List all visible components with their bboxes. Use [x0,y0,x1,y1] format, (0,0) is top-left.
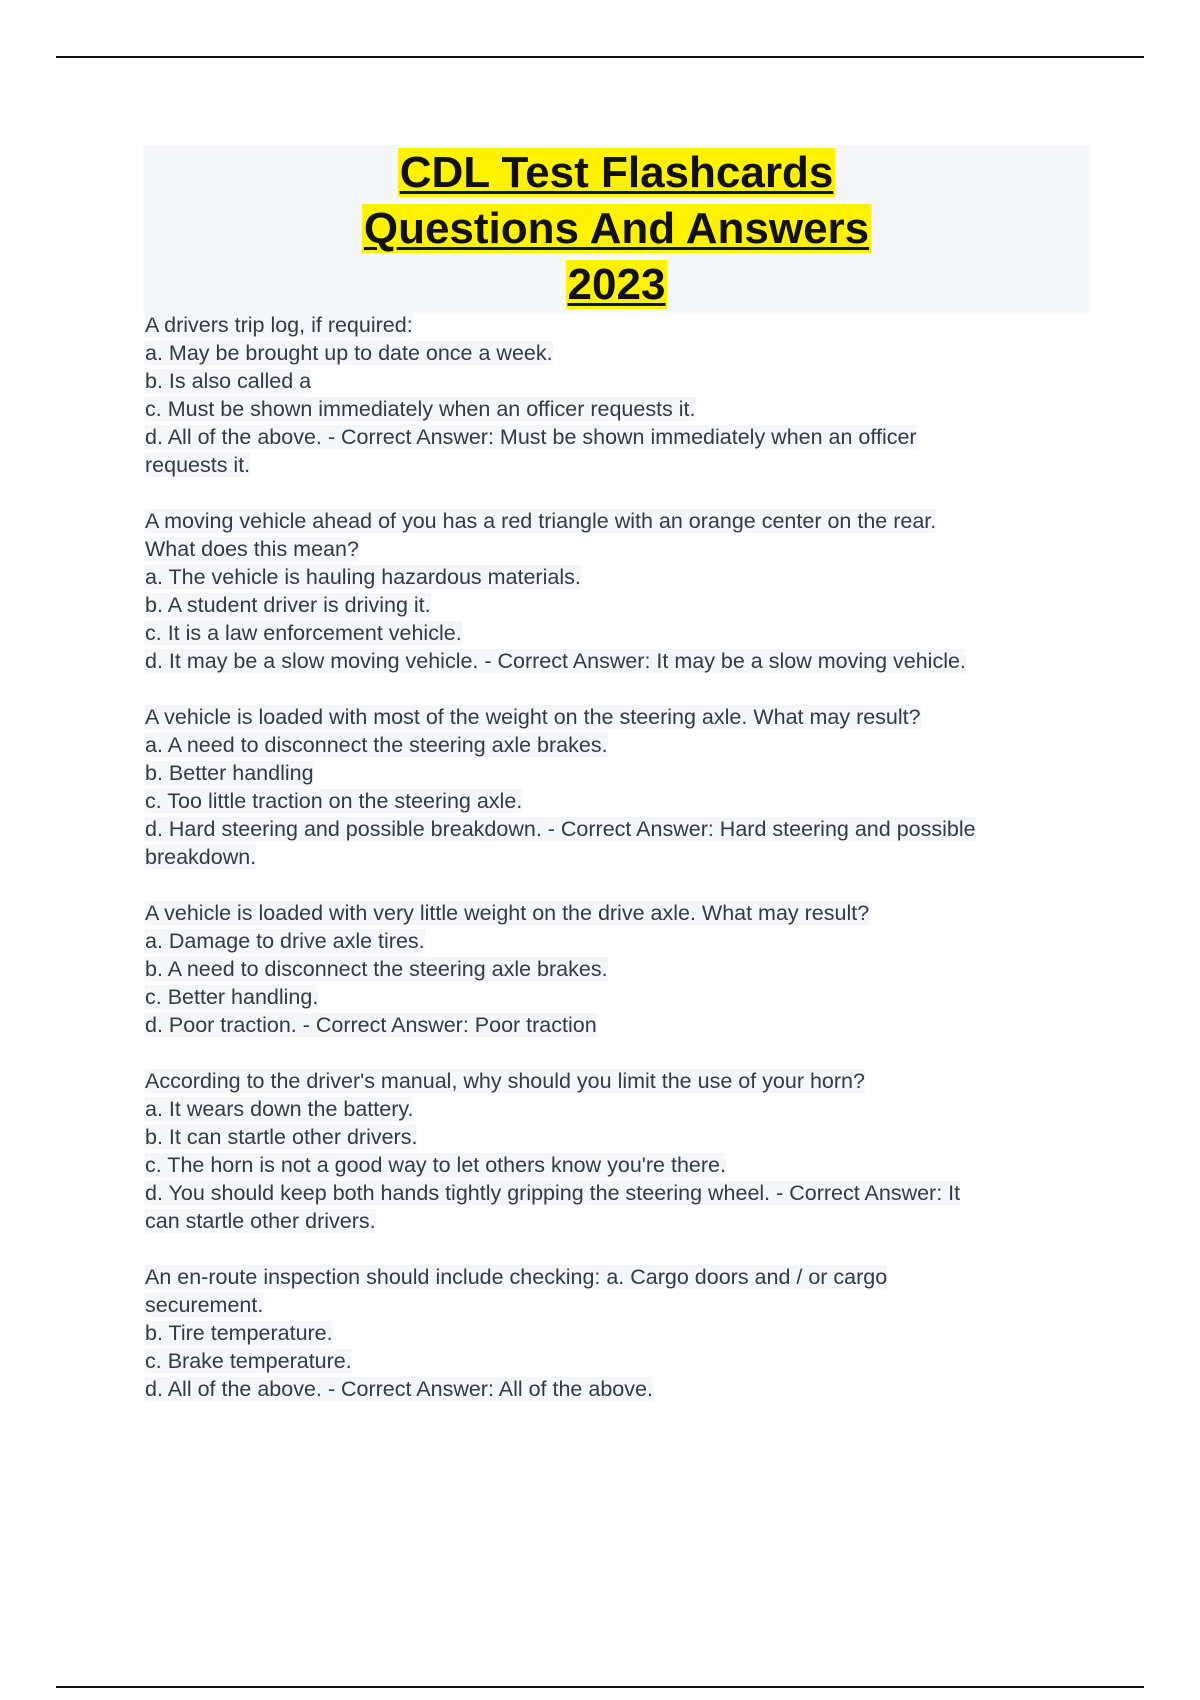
option-a: a. The vehicle is hauling hazardous materials. [145,565,581,589]
title-line-2: Questions And Answers [363,204,870,253]
option-b: b. Tire temperature. [145,1321,333,1345]
flashcard-4 [145,899,1095,1039]
flashcard-1 [145,311,1095,479]
option-c: c. The horn is not a good way to let others know you're there. [145,1153,726,1177]
option-d-with-answer: d. Hard steering and possible breakdown. - Correct Answer: Hard steering and possible [145,817,976,841]
title-line-3: 2023 [567,260,666,309]
option-b: b. A need to disconnect the steering axle brakes. [145,957,608,981]
question-text: A vehicle is loaded with most of the weight on the steering axle. What may result? [145,705,921,729]
option-d-with-answer: d. All of the above. - Correct Answer: All of the above. [145,1377,653,1401]
option-d-with-answer: d. Poor traction. - Correct Answer: Poor traction [145,1013,597,1037]
option-d-with-answer: d. You should keep both hands tightly gripping the steering wheel. - Correct Answer: It [145,1181,961,1205]
question-continuation: What does this mean? [145,537,359,561]
question-text: According to the driver's manual, why should you limit the use of your horn? [145,1069,865,1093]
title-line-1: CDL Test Flashcards [399,148,834,197]
option-c: c. Must be shown immediately when an officer requests it. [145,397,696,421]
document-title [143,145,1090,313]
option-c: c. Better handling. [145,985,319,1009]
option-c: c. It is a law enforcement vehicle. [145,621,462,645]
option-b: b. Better handling [145,761,314,785]
option-a: a. Damage to drive axle tires. [145,929,425,953]
option-a: a. It wears down the battery. [145,1097,414,1121]
question-text: An en-route inspection should include checking: a. Cargo doors and / or cargo [145,1265,888,1289]
question-text: A moving vehicle ahead of you has a red triangle with an orange center on the rear. [145,509,937,533]
option-d-with-answer: d. It may be a slow moving vehicle. - Correct Answer: It may be a slow moving vehicle. [145,649,966,673]
option-c: c. Brake temperature. [145,1349,352,1373]
option-c: c. Too little traction on the steering axle. [145,789,523,813]
option-a: a. May be brought up to date once a week. [145,341,553,365]
answer-continuation: requests it. [145,453,251,477]
option-b: b. It can startle other drivers. [145,1125,418,1149]
flashcard-3 [145,703,1095,871]
question-text: A vehicle is loaded with very little weight on the drive axle. What may result? [145,901,870,925]
flashcard-6 [145,1263,1095,1403]
flashcard-list [145,311,1095,1431]
bottom-rule [56,1686,1144,1688]
flashcard-2 [145,507,1095,675]
answer-continuation: can startle other drivers. [145,1209,376,1233]
option-d-with-answer: d. All of the above. - Correct Answer: Must be shown immediately when an officer [145,425,917,449]
question-continuation: securement. [145,1293,264,1317]
flashcard-5 [145,1067,1095,1235]
option-a: a. A need to disconnect the steering axle brakes. [145,733,608,757]
answer-continuation: breakdown. [145,845,257,869]
option-b: b. Is also called a [145,369,312,393]
question-text: A drivers trip log, if required: [145,313,413,337]
top-rule [56,56,1144,58]
option-b: b. A student driver is driving it. [145,593,431,617]
